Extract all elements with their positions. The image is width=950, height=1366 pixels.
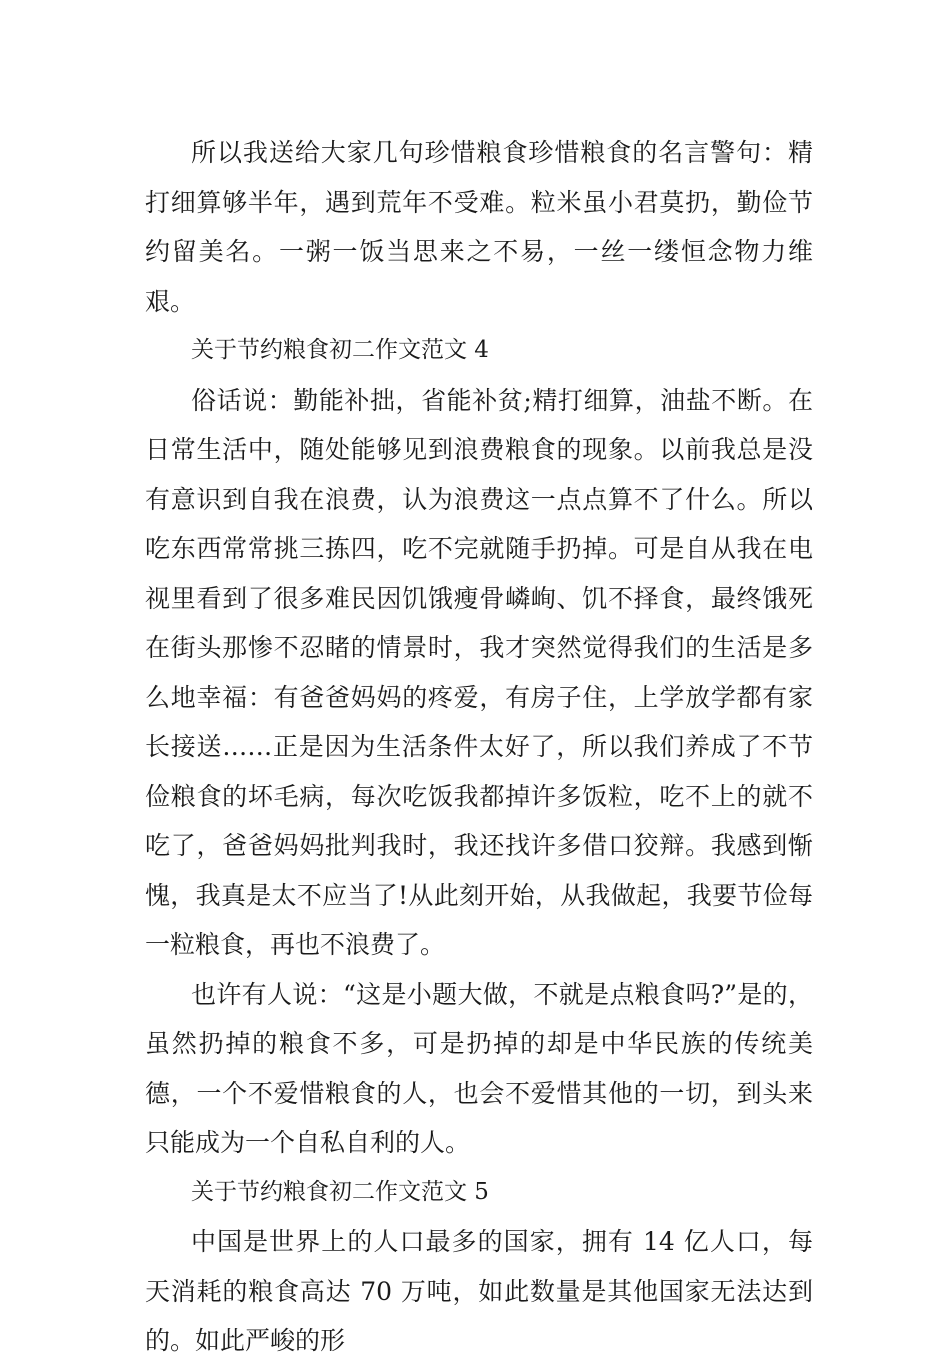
paragraph: 所以我送给大家几句珍惜粮食珍惜粮食的名言警句：精打细算够半年，遇到荒年不受难。粒米虽小君莫扔，勤俭节约留美名。一粥一饭当思来之不易，一丝一缕恒念物力维艰。 <box>145 138 813 316</box>
paragraph: 中国是世界上的人口最多的国家，拥有 14 亿人口，每天消耗的粮食高达 70 万吨，如此数量是其他国家无法达到的。如此严峻的形 <box>145 1227 813 1355</box>
section-heading: 关于节约粮食初二作文范文 5 <box>191 1178 489 1205</box>
document-body <box>145 128 813 1366</box>
paragraph: 也许有人说：“这是小题大做，不就是点粮食吗?”是的，虽然扔掉的粮食不多，可是扔掉的却是中华民族的传统美德，一个不爱惜粮食的人，也会不爱惜其他的一切，到头来只能成为一个自私自利的人。 <box>145 979 813 1157</box>
paragraph: 俗话说：勤能补拙，省能补贫;精打细算，油盐不断。在日常生活中，随处能够见到浪费粮食的现象。以前我总是没有意识到自我在浪费，认为浪费这一点点算不了什么。所以吃东西常常挑三拣四，吃不完就随手扔掉。可是自从我在电视里看到了很多难民因饥饿瘦骨嶙峋、饥不择食，最终饿死在街头那惨不忍睹的情景时，我才突然觉得我们的生活是多么地幸福：有爸爸妈妈的疼爱，有房子住，上学放学都有家长接送……正是因为生活条件太好了，所以我们养成了不节俭粮食的坏毛病，每次吃饭我都掉许多饭粒，吃不上的就不吃了，爸爸妈妈批判我时，我还找许多借口狡辩。我感到惭愧，我真是太不应当了!从此刻开始，从我做起，我要节俭每一粒粮食，再也不浪费了。 <box>145 385 813 959</box>
section-heading: 关于节约粮食初二作文范文 4 <box>191 337 489 363</box>
